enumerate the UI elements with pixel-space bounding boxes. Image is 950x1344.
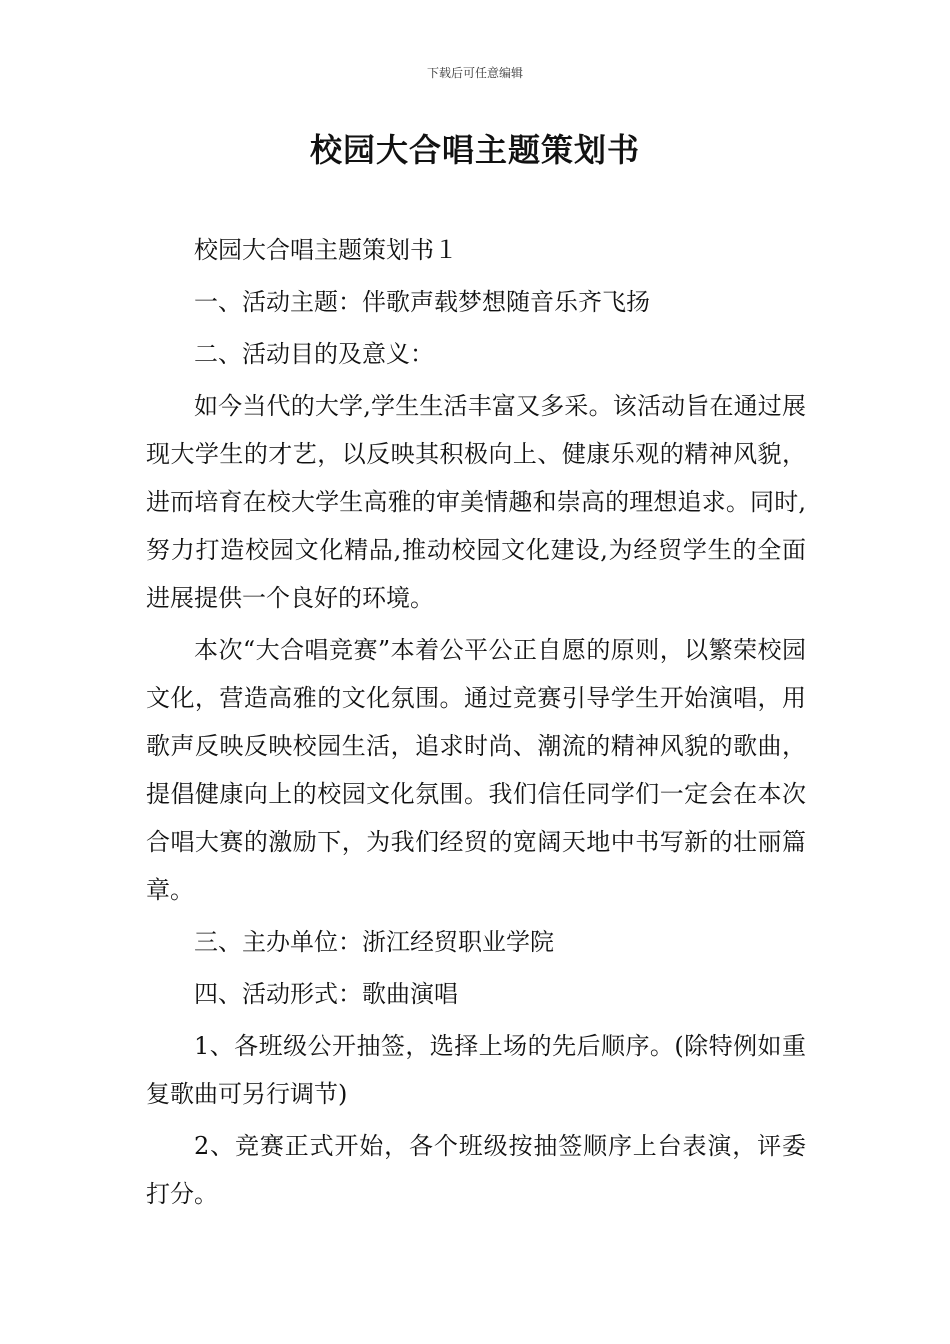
paragraph-organizer: 三、主办单位：浙江经贸职业学院: [194, 928, 554, 956]
paragraph-step-1: 1、各班级公开抽签，选择上场的先后顺序。(除特例如重复歌曲可另行调节): [146, 1032, 806, 1108]
header-note: 下载后可任意编辑: [426, 66, 523, 80]
paragraph-format: 四、活动形式：歌曲演唱: [194, 980, 458, 1008]
paragraph-subtitle: 校园大合唱主题策划书１: [194, 236, 458, 264]
paragraph-purpose-text: 如今当代的大学,学生生活丰富又多采。该活动旨在通过展现大学生的才艺，以反映其积极向上、健康乐观的精神风貌，进而培育在校大学生高雅的审美情趣和崇高的理想追求。同时,努力打造校园文化精品,推动校园文化建设,为经贸学生的全面进展提供一个良好的环境。: [146, 392, 806, 612]
paragraph-purpose-heading: 二、活动目的及意义：: [194, 340, 434, 368]
document-body: [146, 226, 806, 1222]
paragraph-competition-text: 本次“大合唱竞赛”本着公平公正自愿的原则，以繁荣校园文化，营造高雅的文化氛围。通过竞赛引导学生开始演唱，用歌声反映反映校园生活，追求时尚、潮流的精神风貌的歌曲，提倡健康向上的校园文化氛围。我们信任同学们一定会在本次合唱大赛的激励下，为我们经贸的宽阔天地中书写新的壮丽篇章。: [146, 636, 806, 904]
paragraph-theme: 一、活动主题：伴歌声载梦想随音乐齐飞扬: [194, 288, 650, 316]
paragraph-step-2: 2、竞赛正式开始，各个班级按抽签顺序上台表演，评委打分。: [146, 1132, 806, 1208]
document-title: 校园大合唱主题策划书: [309, 131, 640, 169]
